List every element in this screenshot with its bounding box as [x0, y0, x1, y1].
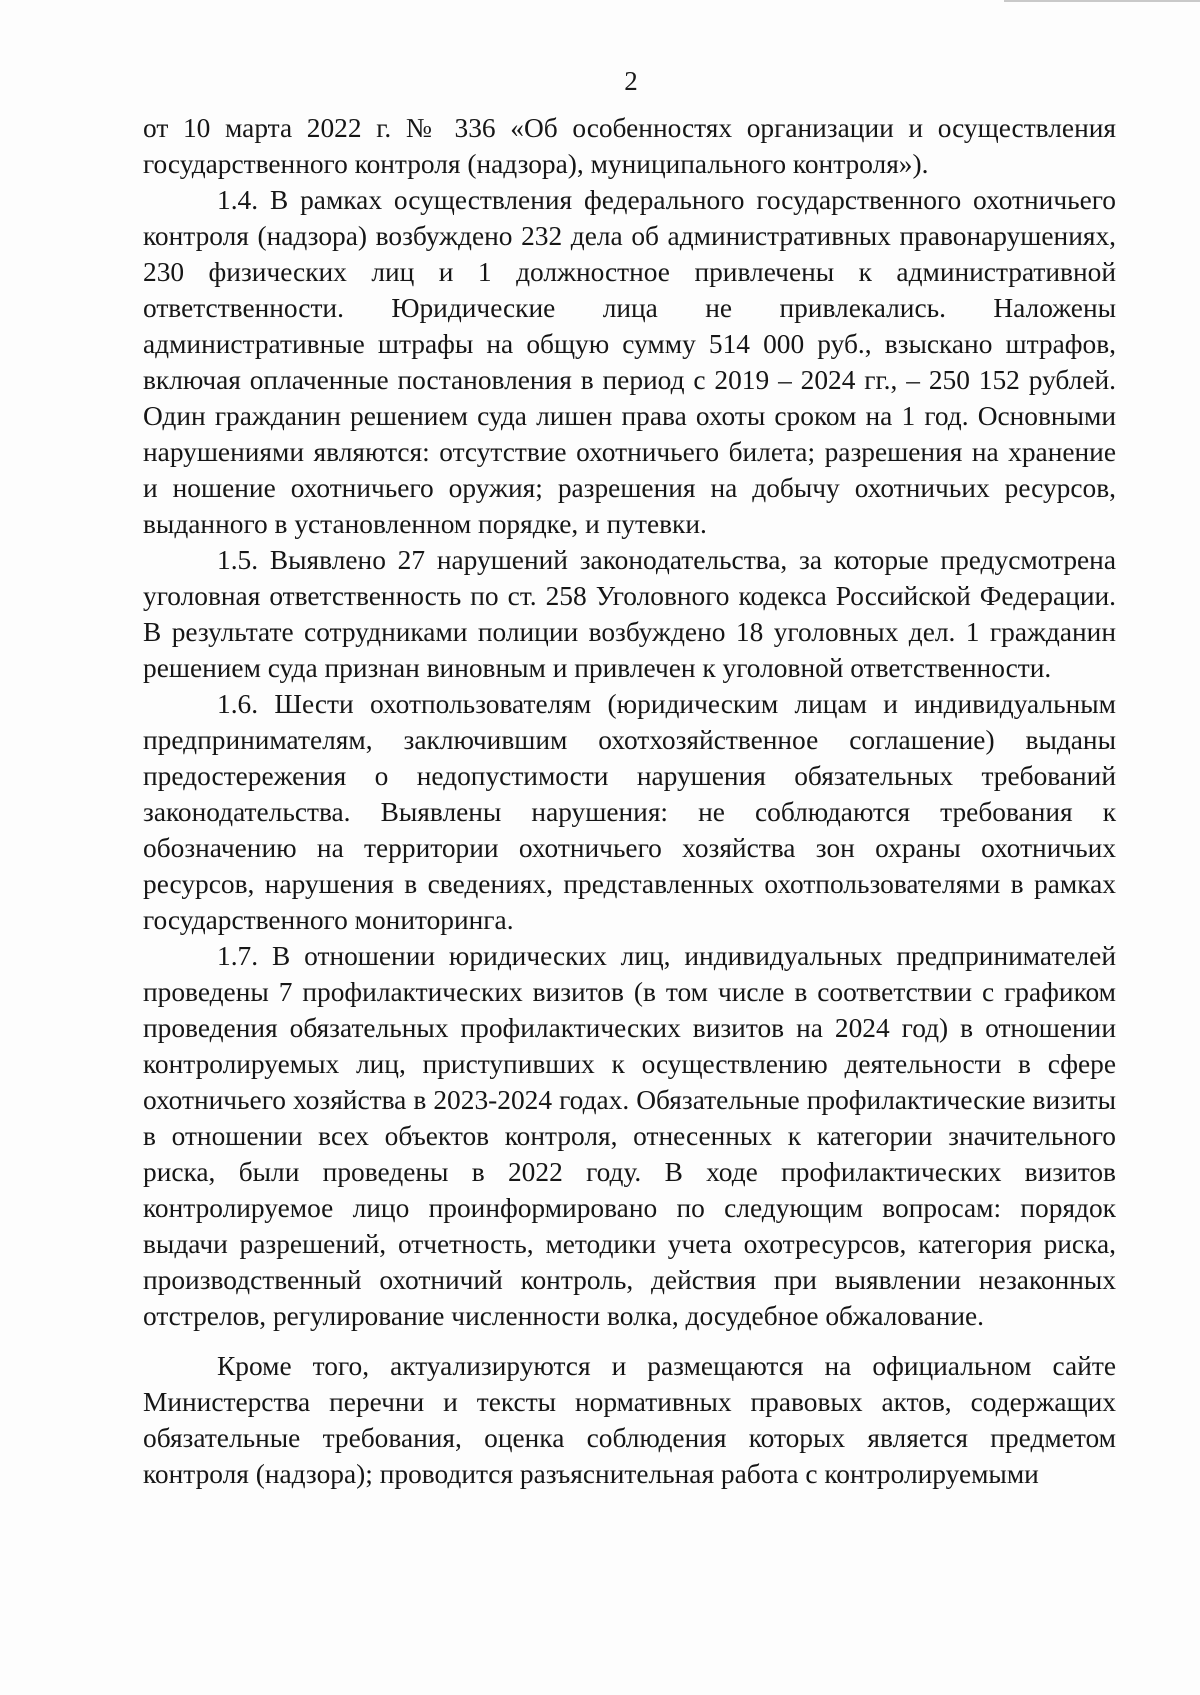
paragraph-1-6: 1.6. Шести охотпользователям (юридическим лицам и индивидуальным предпринимателям, заключившим охотхозяйственное соглашение) выданы предостережения о недопустимости нарушения обязательных требований законодательства. Выявлены нарушения: не соблюдаются требования к обозначению на территории охотничьего хозяйства зон охраны охотничьих ресурсов, нарушения в сведениях, представленных охотпользователями в рамках государственного мониторинга. [143, 689, 1116, 935]
page-number: 2 [624, 66, 638, 96]
paragraph-1-7: 1.7. В отношении юридических лиц, индивидуальных предпринимателей проведены 7 профилактических визитов (в том числе в соответствии с графиком проведения обязательных профилактических визитов на 2024 год) в отношении контролируемых лиц, приступивших к осуществлению деятельности в сфере охотничьего хозяйства в 2023-2024 годах. Обязательные профилактические визиты в отношении всех объектов контроля, отнесенных к категории значительного риска, были проведены в 2022 году. В ходе профилактических визитов контролируемое лицо проинформировано по следующим вопросам: порядок выдачи разрешений, отчетность, методики учета охотресурсов, категория риска, производственный охотничий контроль, действия при выявлении незаконных отстрелов, регулирование численности волка, досудебное обжалование. [143, 941, 1116, 1331]
body-text [143, 110, 1116, 1492]
paragraph-1-5: 1.5. Выявлено 27 нарушений законодательства, за которые предусмотрена уголовная ответственность по ст. 258 Уголовного кодекса Российской Федерации. В результате сотрудниками полиции возбуждено 18 уголовных дел. 1 гражданин решением суда признан виновным и привлечен к уголовной ответственности. [143, 545, 1116, 683]
paragraph-continuation: от 10 марта 2022 г. № 336 «Об особенностях организации и осуществления государственного контроля (надзора), муниципального контроля»). [143, 113, 1116, 179]
scan-edge-mark [1004, 0, 1200, 2]
paragraph-1-4: 1.4. В рамках осуществления федерального государственного охотничьего контроля (надзора) возбуждено 232 дела об административных правонарушениях, 230 физических лиц и 1 должностное привлечены к административной ответственности. Юридические лица не привлекались. Наложены административные штрафы на общую сумму 514 000 руб., взыскано штрафов, включая оплаченные постановления в период с 2019 – 2024 гг., – 250 152 рублей. Один гражданин решением суда лишен права охоты сроком на 1 год. Основными нарушениями являются: отсутствие охотничьего билета; разрешения на хранение и ношение охотничьего оружия; разрешения на добычу охотничьих ресурсов, выданного в установленном порядке, и путевки. [143, 185, 1116, 539]
paragraph-additionally: Кроме того, актуализируются и размещаются на официальном сайте Министерства перечни и тексты нормативных правовых актов, содержащих обязательные требования, оценка соблюдения которых является предметом контроля (надзора); проводится разъяснительная работа с контролируемыми [143, 1351, 1116, 1489]
